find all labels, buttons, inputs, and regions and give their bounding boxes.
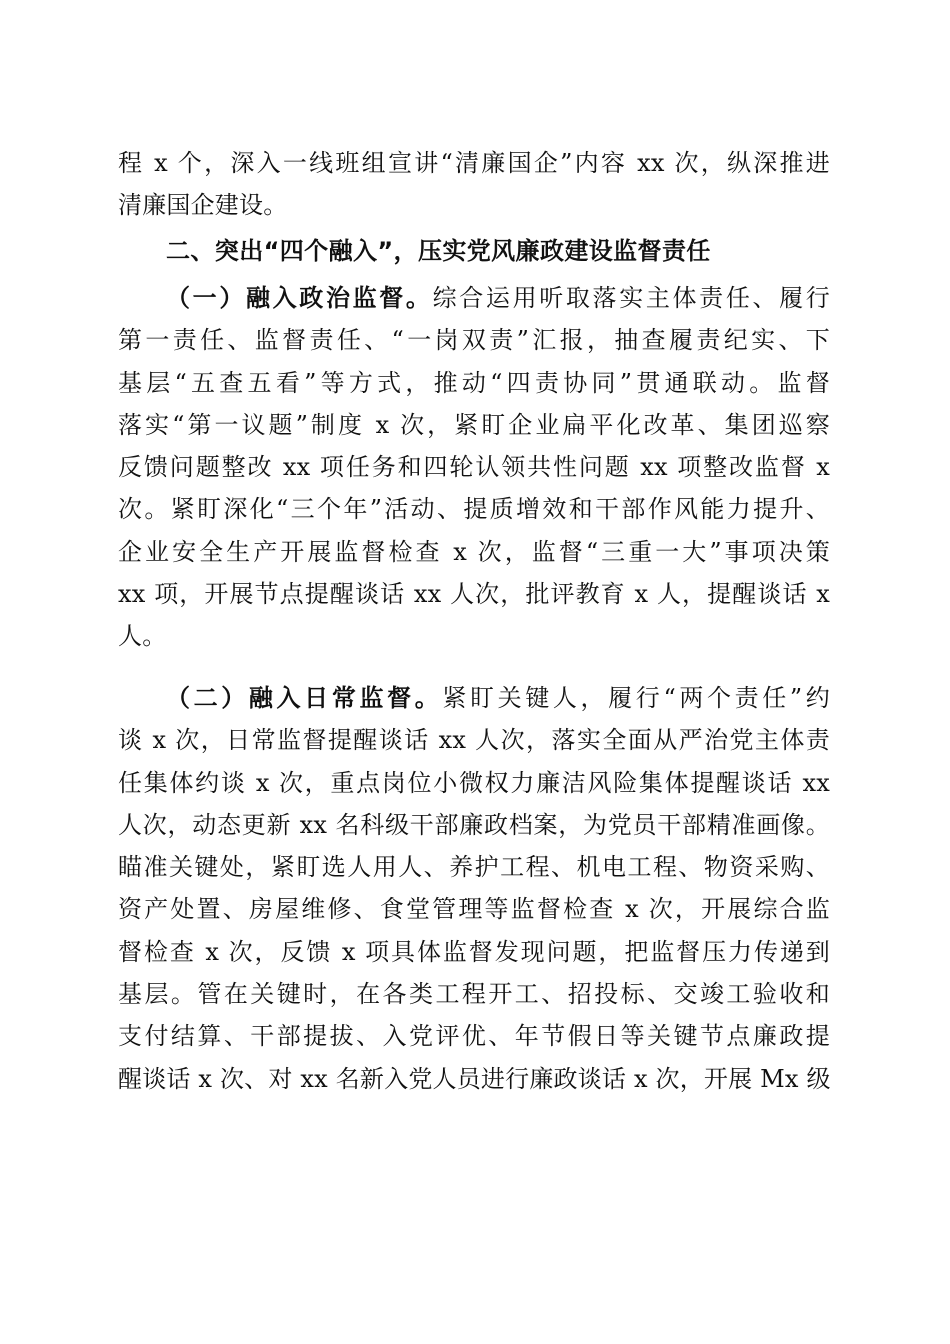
text-line: 基层“五查五看”等方式，推动“四责协同”贯通联动。监督 (118, 368, 830, 397)
text-line-first (118, 277, 830, 319)
text-line: 次。紧盯深化“三个年”活动、提质增效和干部作风能力提升、 (118, 495, 830, 524)
paragraph-continued (118, 142, 830, 227)
text-line: 清廉国企建设。 (118, 191, 288, 220)
text-line: xx 项，开展节点提醒谈话 xx 人次，批评教育 x 人，提醒谈话 x (118, 580, 830, 609)
text-line: 基层。管在关键时，在各类工程开工、招投标、交竣工验收和 (118, 980, 830, 1009)
text-line: 反馈问题整改 xx 项任务和四轮认领共性问题 xx 项整改监督 x (118, 453, 830, 482)
text-line: 瞄准关键处，紧盯选人用人、养护工程、机电工程、物资采购、 (118, 853, 830, 882)
text-line: 程 x 个，深入一线班组宣讲“清廉国企”内容 xx 次，纵深推进 (118, 149, 830, 177)
text-line: 督检查 x 次，反馈 x 项具体监督发现问题，把监督压力传递到 (118, 937, 830, 966)
text-line-first (118, 677, 830, 719)
text-line: 人次，动态更新 xx 名科级干部廉政档案，为党员干部精准画像。 (118, 810, 830, 839)
paragraph-lead: （二）融入日常监督。 (166, 683, 443, 712)
section-heading: 二、突出“四个融入”，压实党风廉政建设监督责任 (166, 237, 711, 265)
text-line: 谈 x 次，日常监督提醒谈话 xx 人次，落实全面从严治党主体责 (118, 726, 830, 755)
paragraph-lead: （一）融入政治监督。 (166, 283, 433, 312)
text-line: 支付结算、干部提拔、入党评优、年节假日等关键节点廉政提 (118, 1022, 830, 1051)
paragraph-daily-supervision (118, 677, 830, 1100)
text-line: 醒谈话 x 次、对 xx 名新入党人员进行廉政谈话 x 次，开展 Mx 级 (118, 1064, 831, 1093)
text-line: 人。 (118, 622, 167, 651)
paragraph-text: 紧盯关键人，履行“两个责任”约 (442, 684, 830, 712)
paragraph-text: 综合运用听取落实主体责任、履行 (432, 284, 831, 312)
text-line: 落实“第一议题”制度 x 次，紧盯企业扁平化改革、集团巡察 (118, 410, 830, 439)
text-line: 企业安全生产开展监督检查 x 次，监督“三重一大”事项决策 (118, 537, 830, 566)
text-line: 任集体约谈 x 次，重点岗位小微权力廉洁风险集体提醒谈话 xx (118, 768, 830, 797)
paragraph-political-supervision (118, 277, 830, 658)
text-line: 第一责任、监督责任、“一岗双责”汇报，抽查履责纪实、下 (118, 326, 830, 355)
text-line: 资产处置、房屋维修、食堂管理等监督检查 x 次，开展综合监 (118, 895, 830, 924)
